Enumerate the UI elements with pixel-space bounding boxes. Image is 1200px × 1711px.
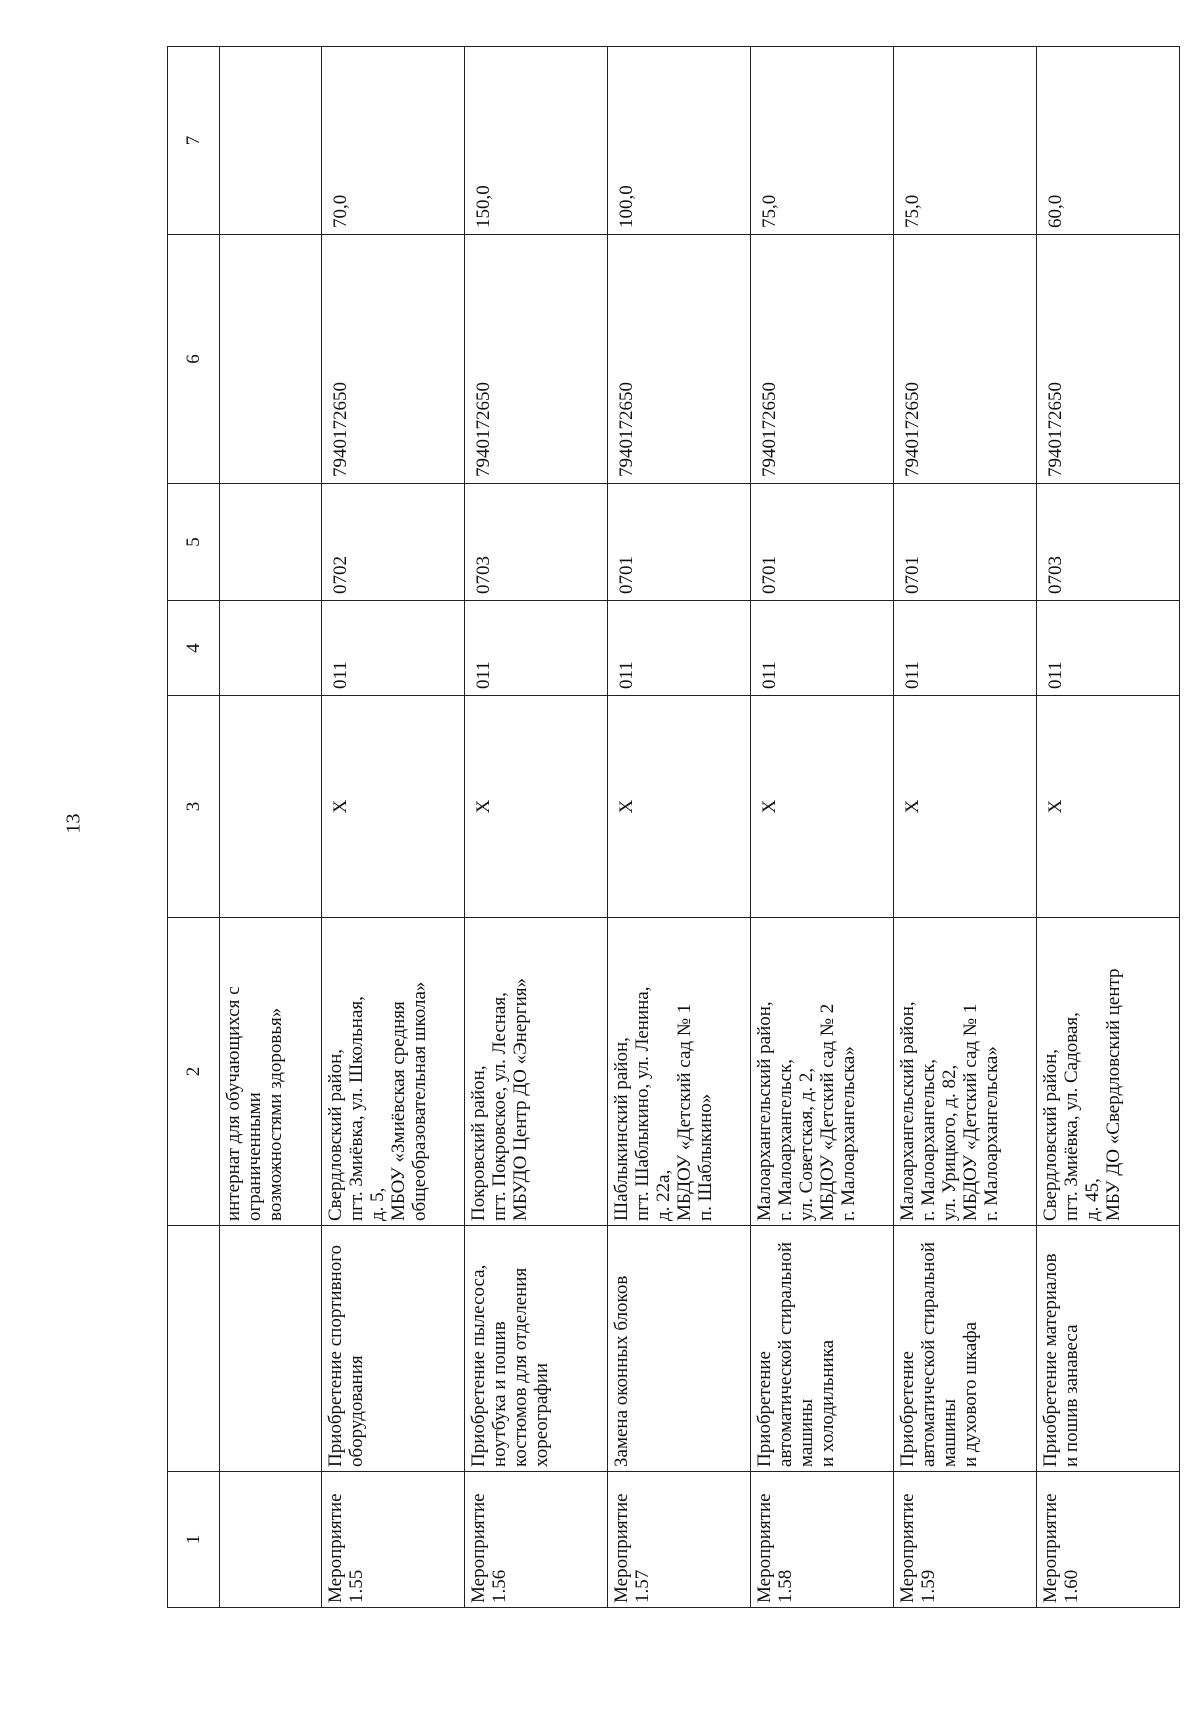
measure-number: Мероприятие 1.55 <box>322 1472 465 1608</box>
measure-code-5: 0701 <box>894 484 1037 601</box>
rotated-table-container <box>167 47 1124 1608</box>
measure-amount: 150,0 <box>465 47 608 235</box>
measure-mark: Х <box>322 696 465 918</box>
measure-description: Приобретение автоматической стиральной машины и холодильника <box>751 1226 894 1472</box>
table-viewport <box>167 47 1124 1608</box>
measure-code-6: 7940172650 <box>465 235 608 484</box>
measure-code-5: 0703 <box>465 484 608 601</box>
table-cell <box>220 47 322 235</box>
table-row <box>751 47 894 1608</box>
page-number: 13 <box>62 813 85 834</box>
measure-address: Покровский район, пгт. Покровское, ул. Лесная, МБУДО Центр ДО «Энергия» <box>465 918 608 1226</box>
measure-address: Малоархангельский район, г. Малоархангельск, ул. Советская, д. 2, МБДОУ «Детский сад № 2 г. Малоархангельска» <box>751 918 894 1226</box>
measure-description: Приобретение автоматической стиральной машины и духового шкафа <box>894 1226 1037 1472</box>
measure-description: Приобретение пылесоса, ноутбука и пошив костюмов для отделения хореографии <box>465 1226 608 1472</box>
measure-number: Мероприятие 1.56 <box>465 1472 608 1608</box>
measure-code-4: 011 <box>608 601 751 696</box>
measure-address: Шаблыкинский район, пгт. Шаблыкино, ул. Ленина, д. 22а, МБДОУ «Детский сад № 1 п. Шаблыкино» <box>608 918 751 1226</box>
measure-number: Мероприятие 1.57 <box>608 1472 751 1608</box>
measure-description: Приобретение спортивного оборудования <box>322 1226 465 1472</box>
header-cell-7: 7 <box>168 47 220 235</box>
measure-code-6: 7940172650 <box>751 235 894 484</box>
header-cell-2: 2 <box>168 918 220 1226</box>
header-cell-1: 1 <box>168 1472 220 1608</box>
measure-amount: 60,0 <box>1037 47 1180 235</box>
table-cell-address: интернат для обучающихся с ограниченными возможностями здоровья» <box>220 918 322 1226</box>
measure-amount: 70,0 <box>322 47 465 235</box>
measure-code-6: 7940172650 <box>322 235 465 484</box>
measures-table <box>167 46 1180 1608</box>
measure-mark: Х <box>894 696 1037 918</box>
header-cell-4: 4 <box>168 601 220 696</box>
measure-mark: Х <box>751 696 894 918</box>
measure-address: Свердловский район, пгт. Змиёвка, ул. Школьная, д. 5, МБОУ «Змиёвская средняя общеобразовательная школа» <box>322 918 465 1226</box>
measure-code-4: 011 <box>322 601 465 696</box>
measure-code-6: 7940172650 <box>894 235 1037 484</box>
measure-description: Замена оконных блоков <box>608 1226 751 1472</box>
measure-description: Приобретение материалов и пошив занавеса <box>1037 1226 1180 1472</box>
measure-address: Малоархангельский район, г. Малоархангельск, ул. Урицкого, д. 82, МБДОУ «Детский сад № 1 г. Малоархангельска» <box>894 918 1037 1226</box>
measure-code-4: 011 <box>1037 601 1180 696</box>
header-cell-1b <box>168 1226 220 1472</box>
measure-code-5: 0702 <box>322 484 465 601</box>
measure-code-4: 011 <box>894 601 1037 696</box>
measure-code-5: 0703 <box>1037 484 1180 601</box>
measure-code-4: 011 <box>465 601 608 696</box>
table-row <box>465 47 608 1608</box>
measure-amount: 75,0 <box>751 47 894 235</box>
table-row <box>608 47 751 1608</box>
measure-mark: Х <box>608 696 751 918</box>
measure-mark: Х <box>465 696 608 918</box>
measure-address: Свердловский район, пгт. Змиёвка, ул. Садовая, д. 45, МБУ ДО «Свердловский центр <box>1037 918 1180 1226</box>
measure-number: Мероприятие 1.59 <box>894 1472 1037 1608</box>
table-cell <box>220 1472 322 1608</box>
header-cell-5: 5 <box>168 484 220 601</box>
measure-code-4: 011 <box>751 601 894 696</box>
table-cell <box>220 601 322 696</box>
measure-mark: Х <box>1037 696 1180 918</box>
table-row <box>322 47 465 1608</box>
table-row <box>1037 47 1180 1608</box>
table-cell <box>220 235 322 484</box>
table-cell <box>220 696 322 918</box>
header-cell-6: 6 <box>168 235 220 484</box>
measure-code-5: 0701 <box>751 484 894 601</box>
header-row <box>168 47 220 1608</box>
table-cell <box>220 1226 322 1472</box>
measure-number: Мероприятие 1.58 <box>751 1472 894 1608</box>
measure-number: Мероприятие 1.60 <box>1037 1472 1180 1608</box>
measure-code-5: 0701 <box>608 484 751 601</box>
measure-code-6: 7940172650 <box>1037 235 1180 484</box>
measure-amount: 100,0 <box>608 47 751 235</box>
table-cell <box>220 484 322 601</box>
measure-code-6: 7940172650 <box>608 235 751 484</box>
continued-row <box>220 47 322 1608</box>
measure-amount: 75,0 <box>894 47 1037 235</box>
table-row <box>894 47 1037 1608</box>
header-cell-3: 3 <box>168 696 220 918</box>
